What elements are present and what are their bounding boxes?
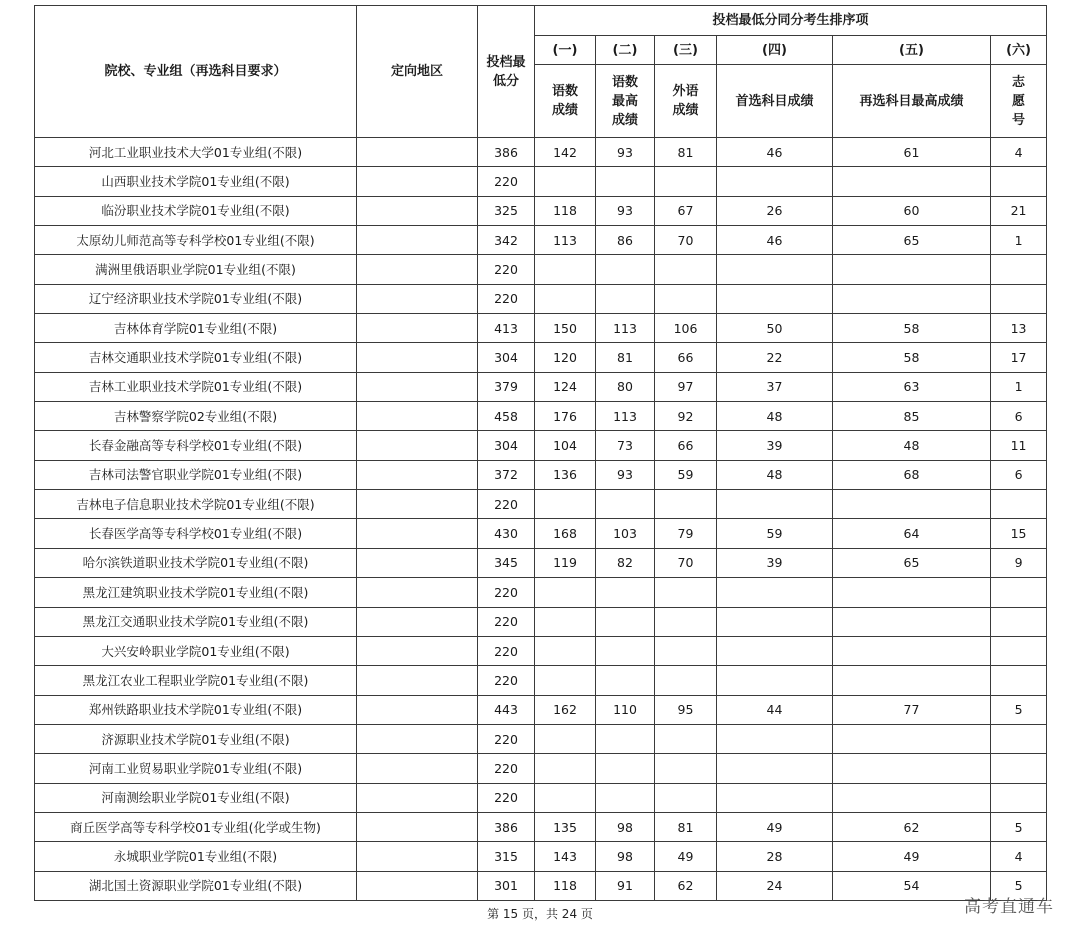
table-row (35, 842, 1047, 871)
cell-region (357, 431, 478, 460)
cell-region (357, 402, 478, 431)
cell-min-score: 386 (478, 812, 535, 841)
cell-min-score: 430 (478, 519, 535, 548)
cell-elective-max: 64 (833, 519, 991, 548)
cell-first-subject: 46 (717, 226, 833, 255)
table-row (35, 754, 1047, 783)
page-number: 第 15 页，共 24 页 (487, 907, 593, 921)
cell-chinese-math-max: 93 (596, 460, 655, 489)
cell-elective-max (833, 578, 991, 607)
cell-chinese-math-max: 93 (596, 138, 655, 167)
cell-elective-max: 77 (833, 695, 991, 724)
cell-chinese-math-max: 98 (596, 842, 655, 871)
cell-elective-max: 58 (833, 314, 991, 343)
cell-first-subject: 48 (717, 460, 833, 489)
cell-min-score: 301 (478, 871, 535, 900)
cell-first-subject: 28 (717, 842, 833, 871)
cell-first-subject: 48 (717, 402, 833, 431)
cell-chinese-math: 118 (535, 196, 596, 225)
cell-region (357, 460, 478, 489)
cell-first-subject (717, 754, 833, 783)
table-row (35, 695, 1047, 724)
cell-region (357, 519, 478, 548)
cell-foreign-language (655, 636, 717, 665)
cell-choice-number: 9 (991, 548, 1047, 577)
cell-region (357, 871, 478, 900)
cell-min-score: 220 (478, 167, 535, 196)
table-row (35, 431, 1047, 460)
cell-foreign-language (655, 578, 717, 607)
cell-first-subject: 50 (717, 314, 833, 343)
cell-school-group: 哈尔滨铁道职业技术学院01专业组(不限) (35, 548, 357, 577)
cell-foreign-language: 97 (655, 372, 717, 401)
cell-choice-number: 6 (991, 402, 1047, 431)
cell-chinese-math (535, 783, 596, 812)
cell-chinese-math-max: 80 (596, 372, 655, 401)
cell-foreign-language: 81 (655, 812, 717, 841)
cell-chinese-math: 119 (535, 548, 596, 577)
cell-choice-number (991, 167, 1047, 196)
cell-choice-number (991, 578, 1047, 607)
table-row (35, 578, 1047, 607)
cell-region (357, 314, 478, 343)
table-row (35, 490, 1047, 519)
cell-elective-max (833, 607, 991, 636)
cell-elective-max: 60 (833, 196, 991, 225)
cell-chinese-math-max (596, 724, 655, 753)
cell-foreign-language: 66 (655, 343, 717, 372)
cell-chinese-math: 176 (535, 402, 596, 431)
cell-choice-number (991, 754, 1047, 783)
cell-school-group: 长春医学高等专科学校01专业组(不限) (35, 519, 357, 548)
cell-chinese-math: 150 (535, 314, 596, 343)
cell-min-score: 220 (478, 754, 535, 783)
cell-school-group: 黑龙江交通职业技术学院01专业组(不限) (35, 607, 357, 636)
cell-chinese-math-max (596, 754, 655, 783)
cell-foreign-language (655, 255, 717, 284)
cell-first-subject: 39 (717, 431, 833, 460)
cell-chinese-math (535, 284, 596, 313)
header-school-group: 院校、专业组（再选科目要求） (35, 6, 357, 138)
cell-foreign-language: 62 (655, 871, 717, 900)
cell-chinese-math-max (596, 607, 655, 636)
cell-chinese-math-max: 82 (596, 548, 655, 577)
cell-elective-max: 48 (833, 431, 991, 460)
cell-min-score: 220 (478, 255, 535, 284)
cell-choice-number: 6 (991, 460, 1047, 489)
cell-choice-number: 5 (991, 695, 1047, 724)
header-order-3: (三) (655, 36, 717, 65)
cell-chinese-math (535, 754, 596, 783)
cell-elective-max: 61 (833, 138, 991, 167)
cell-chinese-math-max (596, 490, 655, 519)
cell-chinese-math-max (596, 255, 655, 284)
cell-chinese-math-max: 98 (596, 812, 655, 841)
cell-chinese-math-max: 93 (596, 196, 655, 225)
cell-first-subject: 39 (717, 548, 833, 577)
cell-chinese-math: 104 (535, 431, 596, 460)
cell-chinese-math (535, 607, 596, 636)
cell-elective-max: 65 (833, 226, 991, 255)
cell-chinese-math: 118 (535, 871, 596, 900)
cell-foreign-language: 95 (655, 695, 717, 724)
cell-choice-number: 21 (991, 196, 1047, 225)
cell-chinese-math: 120 (535, 343, 596, 372)
cell-chinese-math (535, 636, 596, 665)
table-row (35, 314, 1047, 343)
cell-first-subject: 22 (717, 343, 833, 372)
cell-min-score: 220 (478, 284, 535, 313)
cell-chinese-math-max: 110 (596, 695, 655, 724)
table-body (35, 138, 1047, 901)
cell-chinese-math: 143 (535, 842, 596, 871)
cell-elective-max (833, 167, 991, 196)
header-region: 定向地区 (357, 6, 478, 138)
cell-region (357, 754, 478, 783)
cell-school-group: 吉林电子信息职业技术学院01专业组(不限) (35, 490, 357, 519)
cell-school-group: 济源职业技术学院01专业组(不限) (35, 724, 357, 753)
cell-school-group: 长春金融高等专科学校01专业组(不限) (35, 431, 357, 460)
cell-region (357, 284, 478, 313)
cell-chinese-math: 136 (535, 460, 596, 489)
table-row (35, 343, 1047, 372)
cell-first-subject: 24 (717, 871, 833, 900)
cell-foreign-language (655, 284, 717, 313)
cell-chinese-math (535, 490, 596, 519)
table-row (35, 226, 1047, 255)
cell-min-score: 345 (478, 548, 535, 577)
cell-school-group: 湖北国土资源职业学院01专业组(不限) (35, 871, 357, 900)
cell-min-score: 372 (478, 460, 535, 489)
cell-school-group: 黑龙江农业工程职业学院01专业组(不限) (35, 666, 357, 695)
cell-elective-max: 65 (833, 548, 991, 577)
cell-foreign-language: 70 (655, 226, 717, 255)
cell-region (357, 578, 478, 607)
cell-region (357, 226, 478, 255)
cell-school-group: 临汾职业技术学院01专业组(不限) (35, 196, 357, 225)
cell-chinese-math-max (596, 284, 655, 313)
cell-chinese-math (535, 666, 596, 695)
cell-min-score: 443 (478, 695, 535, 724)
table-row (35, 607, 1047, 636)
cell-foreign-language: 66 (655, 431, 717, 460)
cell-elective-max (833, 284, 991, 313)
table-row (35, 666, 1047, 695)
table-row (35, 284, 1047, 313)
cell-region (357, 255, 478, 284)
cell-chinese-math-max (596, 636, 655, 665)
cell-chinese-math-max (596, 578, 655, 607)
cell-first-subject: 49 (717, 812, 833, 841)
cell-school-group: 商丘医学高等专科学校01专业组(化学或生物) (35, 812, 357, 841)
table-row (35, 402, 1047, 431)
cell-chinese-math-max (596, 666, 655, 695)
cell-region (357, 607, 478, 636)
cell-min-score: 220 (478, 724, 535, 753)
table-row (35, 255, 1047, 284)
cell-elective-max: 63 (833, 372, 991, 401)
cell-choice-number: 4 (991, 842, 1047, 871)
cell-foreign-language: 59 (655, 460, 717, 489)
cell-min-score: 220 (478, 607, 535, 636)
cell-first-subject: 26 (717, 196, 833, 225)
table-row (35, 138, 1047, 167)
cell-foreign-language (655, 724, 717, 753)
cell-school-group: 河南工业贸易职业学院01专业组(不限) (35, 754, 357, 783)
cell-foreign-language: 67 (655, 196, 717, 225)
header-order-2: (二) (596, 36, 655, 65)
cell-first-subject: 59 (717, 519, 833, 548)
cell-foreign-language: 106 (655, 314, 717, 343)
cell-choice-number: 1 (991, 226, 1047, 255)
header-order-1: (一) (535, 36, 596, 65)
cell-elective-max (833, 783, 991, 812)
cell-foreign-language (655, 754, 717, 783)
cell-chinese-math-max: 86 (596, 226, 655, 255)
cell-foreign-language: 70 (655, 548, 717, 577)
cell-choice-number (991, 607, 1047, 636)
cell-foreign-language: 49 (655, 842, 717, 871)
cell-first-subject (717, 783, 833, 812)
cell-chinese-math-max (596, 167, 655, 196)
header-tie-break-title: 投档最低分同分考生排序项 (535, 6, 1047, 36)
cell-region (357, 842, 478, 871)
cell-chinese-math: 135 (535, 812, 596, 841)
table-row (35, 460, 1047, 489)
cell-first-subject: 44 (717, 695, 833, 724)
cell-chinese-math-max: 73 (596, 431, 655, 460)
cell-chinese-math: 113 (535, 226, 596, 255)
header-item-4: 首选科目成绩 (717, 65, 833, 138)
header-order-6: (六) (991, 36, 1047, 65)
cell-chinese-math (535, 578, 596, 607)
cell-min-score: 342 (478, 226, 535, 255)
cell-min-score: 304 (478, 343, 535, 372)
cell-min-score: 413 (478, 314, 535, 343)
cell-elective-max (833, 255, 991, 284)
cell-min-score: 325 (478, 196, 535, 225)
cell-choice-number (991, 724, 1047, 753)
cell-first-subject (717, 490, 833, 519)
cell-foreign-language (655, 167, 717, 196)
cell-chinese-math-max: 113 (596, 314, 655, 343)
cell-school-group: 吉林工业职业技术学院01专业组(不限) (35, 372, 357, 401)
table-row (35, 871, 1047, 900)
cell-choice-number: 4 (991, 138, 1047, 167)
cell-region (357, 724, 478, 753)
cell-school-group: 满洲里俄语职业学院01专业组(不限) (35, 255, 357, 284)
cell-chinese-math: 124 (535, 372, 596, 401)
cell-choice-number (991, 284, 1047, 313)
cell-foreign-language: 92 (655, 402, 717, 431)
cell-region (357, 548, 478, 577)
cell-min-score: 379 (478, 372, 535, 401)
cell-first-subject (717, 255, 833, 284)
cell-min-score: 386 (478, 138, 535, 167)
cell-elective-max: 54 (833, 871, 991, 900)
cell-choice-number (991, 490, 1047, 519)
cell-choice-number: 15 (991, 519, 1047, 548)
header-min-score: 投档最低分 (478, 6, 535, 138)
cell-school-group: 吉林警察学院02专业组(不限) (35, 402, 357, 431)
header-item-5: 再选科目最高成绩 (833, 65, 991, 138)
cell-region (357, 636, 478, 665)
cell-choice-number: 1 (991, 372, 1047, 401)
cell-elective-max: 85 (833, 402, 991, 431)
cell-region (357, 812, 478, 841)
table-row (35, 783, 1047, 812)
cell-foreign-language (655, 607, 717, 636)
cell-chinese-math-max: 81 (596, 343, 655, 372)
cell-school-group: 辽宁经济职业技术学院01专业组(不限) (35, 284, 357, 313)
cell-region (357, 490, 478, 519)
cell-chinese-math: 142 (535, 138, 596, 167)
cell-chinese-math (535, 167, 596, 196)
cell-school-group: 吉林交通职业技术学院01专业组(不限) (35, 343, 357, 372)
table-row (35, 196, 1047, 225)
table-header (35, 6, 1047, 138)
cell-chinese-math-max: 113 (596, 402, 655, 431)
cell-min-score: 220 (478, 578, 535, 607)
cell-choice-number (991, 666, 1047, 695)
cell-choice-number: 11 (991, 431, 1047, 460)
cell-school-group: 大兴安岭职业学院01专业组(不限) (35, 636, 357, 665)
cell-foreign-language: 79 (655, 519, 717, 548)
cell-school-group: 山西职业技术学院01专业组(不限) (35, 167, 357, 196)
cell-school-group: 郑州铁路职业技术学院01专业组(不限) (35, 695, 357, 724)
cell-region (357, 138, 478, 167)
cell-chinese-math: 168 (535, 519, 596, 548)
cell-elective-max: 49 (833, 842, 991, 871)
header-order-4: (四) (717, 36, 833, 65)
table-row (35, 724, 1047, 753)
cell-elective-max (833, 666, 991, 695)
cell-first-subject (717, 607, 833, 636)
cell-region (357, 343, 478, 372)
cell-elective-max: 62 (833, 812, 991, 841)
cell-chinese-math: 162 (535, 695, 596, 724)
cell-min-score: 304 (478, 431, 535, 460)
table-row (35, 519, 1047, 548)
header-order-5: (五) (833, 36, 991, 65)
cell-region (357, 167, 478, 196)
cell-first-subject (717, 167, 833, 196)
cell-school-group: 河南测绘职业学院01专业组(不限) (35, 783, 357, 812)
cell-min-score: 315 (478, 842, 535, 871)
table-row (35, 548, 1047, 577)
header-item-1: 语数成绩 (535, 65, 596, 138)
cell-chinese-math-max: 91 (596, 871, 655, 900)
cell-region (357, 666, 478, 695)
cell-choice-number (991, 783, 1047, 812)
cell-first-subject (717, 578, 833, 607)
cell-choice-number: 5 (991, 812, 1047, 841)
cell-foreign-language (655, 783, 717, 812)
cell-choice-number (991, 636, 1047, 665)
table-row (35, 812, 1047, 841)
cell-first-subject (717, 724, 833, 753)
cell-foreign-language (655, 490, 717, 519)
cell-chinese-math-max: 103 (596, 519, 655, 548)
cell-min-score: 458 (478, 402, 535, 431)
cell-school-group: 黑龙江建筑职业技术学院01专业组(不限) (35, 578, 357, 607)
cell-elective-max (833, 724, 991, 753)
header-item-6: 志愿号 (991, 65, 1047, 138)
cell-elective-max: 68 (833, 460, 991, 489)
cell-choice-number: 17 (991, 343, 1047, 372)
cell-school-group: 太原幼儿师范高等专科学校01专业组(不限) (35, 226, 357, 255)
cell-min-score: 220 (478, 636, 535, 665)
cell-region (357, 372, 478, 401)
table-row (35, 167, 1047, 196)
cell-min-score: 220 (478, 490, 535, 519)
cell-school-group: 永城职业学院01专业组(不限) (35, 842, 357, 871)
table-row (35, 372, 1047, 401)
cell-min-score: 220 (478, 666, 535, 695)
cell-school-group: 河北工业职业技术大学01专业组(不限) (35, 138, 357, 167)
cell-school-group: 吉林体育学院01专业组(不限) (35, 314, 357, 343)
header-item-2: 语数最高成绩 (596, 65, 655, 138)
cell-first-subject (717, 666, 833, 695)
cell-choice-number: 13 (991, 314, 1047, 343)
cell-first-subject: 37 (717, 372, 833, 401)
cell-choice-number (991, 255, 1047, 284)
cell-min-score: 220 (478, 783, 535, 812)
cell-foreign-language (655, 666, 717, 695)
watermark: 高考直通车 (964, 897, 1054, 917)
header-item-3: 外语成绩 (655, 65, 717, 138)
cell-region (357, 695, 478, 724)
cell-first-subject (717, 284, 833, 313)
cell-elective-max (833, 490, 991, 519)
cell-elective-max: 58 (833, 343, 991, 372)
cell-first-subject: 46 (717, 138, 833, 167)
cell-chinese-math (535, 255, 596, 284)
cell-region (357, 783, 478, 812)
cell-foreign-language: 81 (655, 138, 717, 167)
cell-chinese-math (535, 724, 596, 753)
cell-school-group: 吉林司法警官职业学院01专业组(不限) (35, 460, 357, 489)
cell-choice-number: 5 (991, 871, 1047, 900)
admission-score-table (34, 5, 1047, 901)
cell-region (357, 196, 478, 225)
cell-elective-max (833, 754, 991, 783)
cell-elective-max (833, 636, 991, 665)
cell-chinese-math-max (596, 783, 655, 812)
cell-first-subject (717, 636, 833, 665)
table-row (35, 636, 1047, 665)
